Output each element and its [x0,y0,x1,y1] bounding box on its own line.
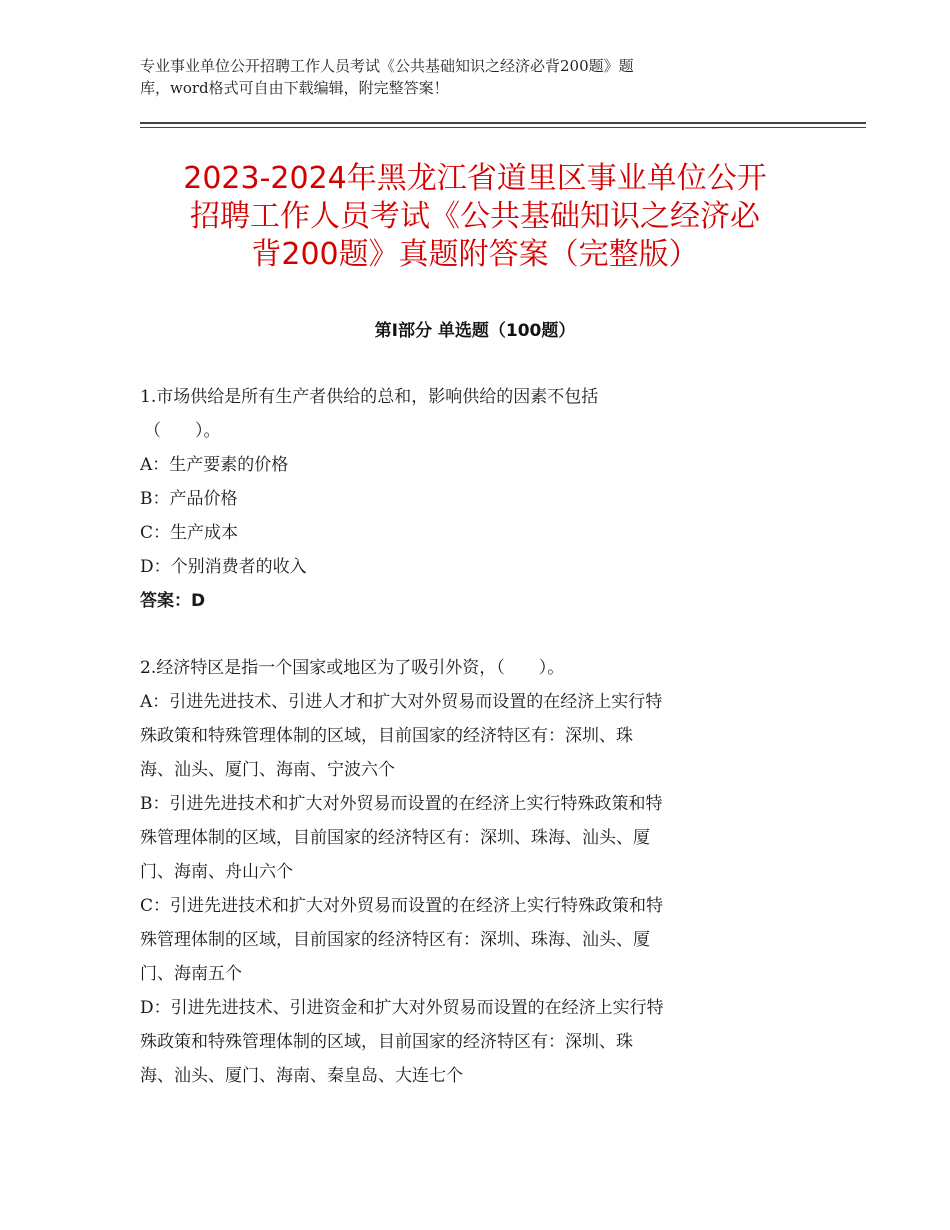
header-divider-thick [140,122,866,124]
header-divider-thin [140,127,866,128]
title-line-2: 招聘工作人员考试《公共基础知识之经济必 [190,199,760,234]
question-2-option-a: A：引进先进技术、引进人才和扩大对外贸易而设置的在经济上实行特 [140,692,663,712]
question-2 [140,651,810,1093]
question-2-option-c-cont-1: 殊管理体制的区域，目前国家的经济特区有：深圳、珠海、汕头、厦 [140,930,650,950]
question-1-option-d: D：个别消费者的收入 [140,557,307,577]
question-1-stem-cont: （ ）。 [144,421,221,441]
question-2-option-b-cont-1: 殊管理体制的区域，目前国家的经济特区有：深圳、珠海、汕头、厦 [140,828,650,848]
question-1 [140,380,810,618]
header-note [140,55,780,99]
question-2-option-a-cont-2: 海、汕头、厦门、海南、宁波六个 [140,760,395,780]
question-1-option-a: A：生产要素的价格 [140,455,289,475]
question-1-option-b: B：产品价格 [140,489,238,509]
title-line-1: 2023-2024年黑龙江省道里区事业单位公开 [183,161,767,196]
question-2-option-a-cont-1: 殊政策和特殊管理体制的区域，目前国家的经济特区有：深圳、珠 [140,726,633,746]
section-title: 第Ⅰ部分 单选题（100题） [374,321,576,341]
header-note-line-1: 专业事业单位公开招聘工作人员考试《公共基础知识之经济必背200题》题 [140,57,634,75]
question-1-stem: 1.市场供给是所有生产者供给的总和，影响供给的因素不包括 [140,387,599,407]
header-note-line-2: 库，word格式可自由下载编辑，附完整答案！ [140,79,449,97]
question-1-answer: 答案：D [140,591,206,611]
document-title [100,160,850,274]
question-2-option-d-cont-2: 海、汕头、厦门、海南、秦皇岛、大连七个 [140,1066,463,1086]
question-2-option-d-cont-1: 殊政策和特殊管理体制的区域，目前国家的经济特区有：深圳、珠 [140,1032,633,1052]
title-line-3: 背200题》真题附答案（完整版） [251,237,699,272]
question-2-stem: 2.经济特区是指一个国家或地区为了吸引外资，（ ）。 [140,658,565,678]
question-2-option-b-cont-2: 门、海南、舟山六个 [140,862,293,882]
question-2-option-c: C：引进先进技术和扩大对外贸易而设置的在经济上实行特殊政策和特 [140,896,664,916]
question-2-option-c-cont-2: 门、海南五个 [140,964,242,984]
question-2-option-d: D：引进先进技术、引进资金和扩大对外贸易而设置的在经济上实行特 [140,998,664,1018]
question-2-option-b: B：引进先进技术和扩大对外贸易而设置的在经济上实行特殊政策和特 [140,794,663,814]
question-1-option-c: C：生产成本 [140,523,239,543]
